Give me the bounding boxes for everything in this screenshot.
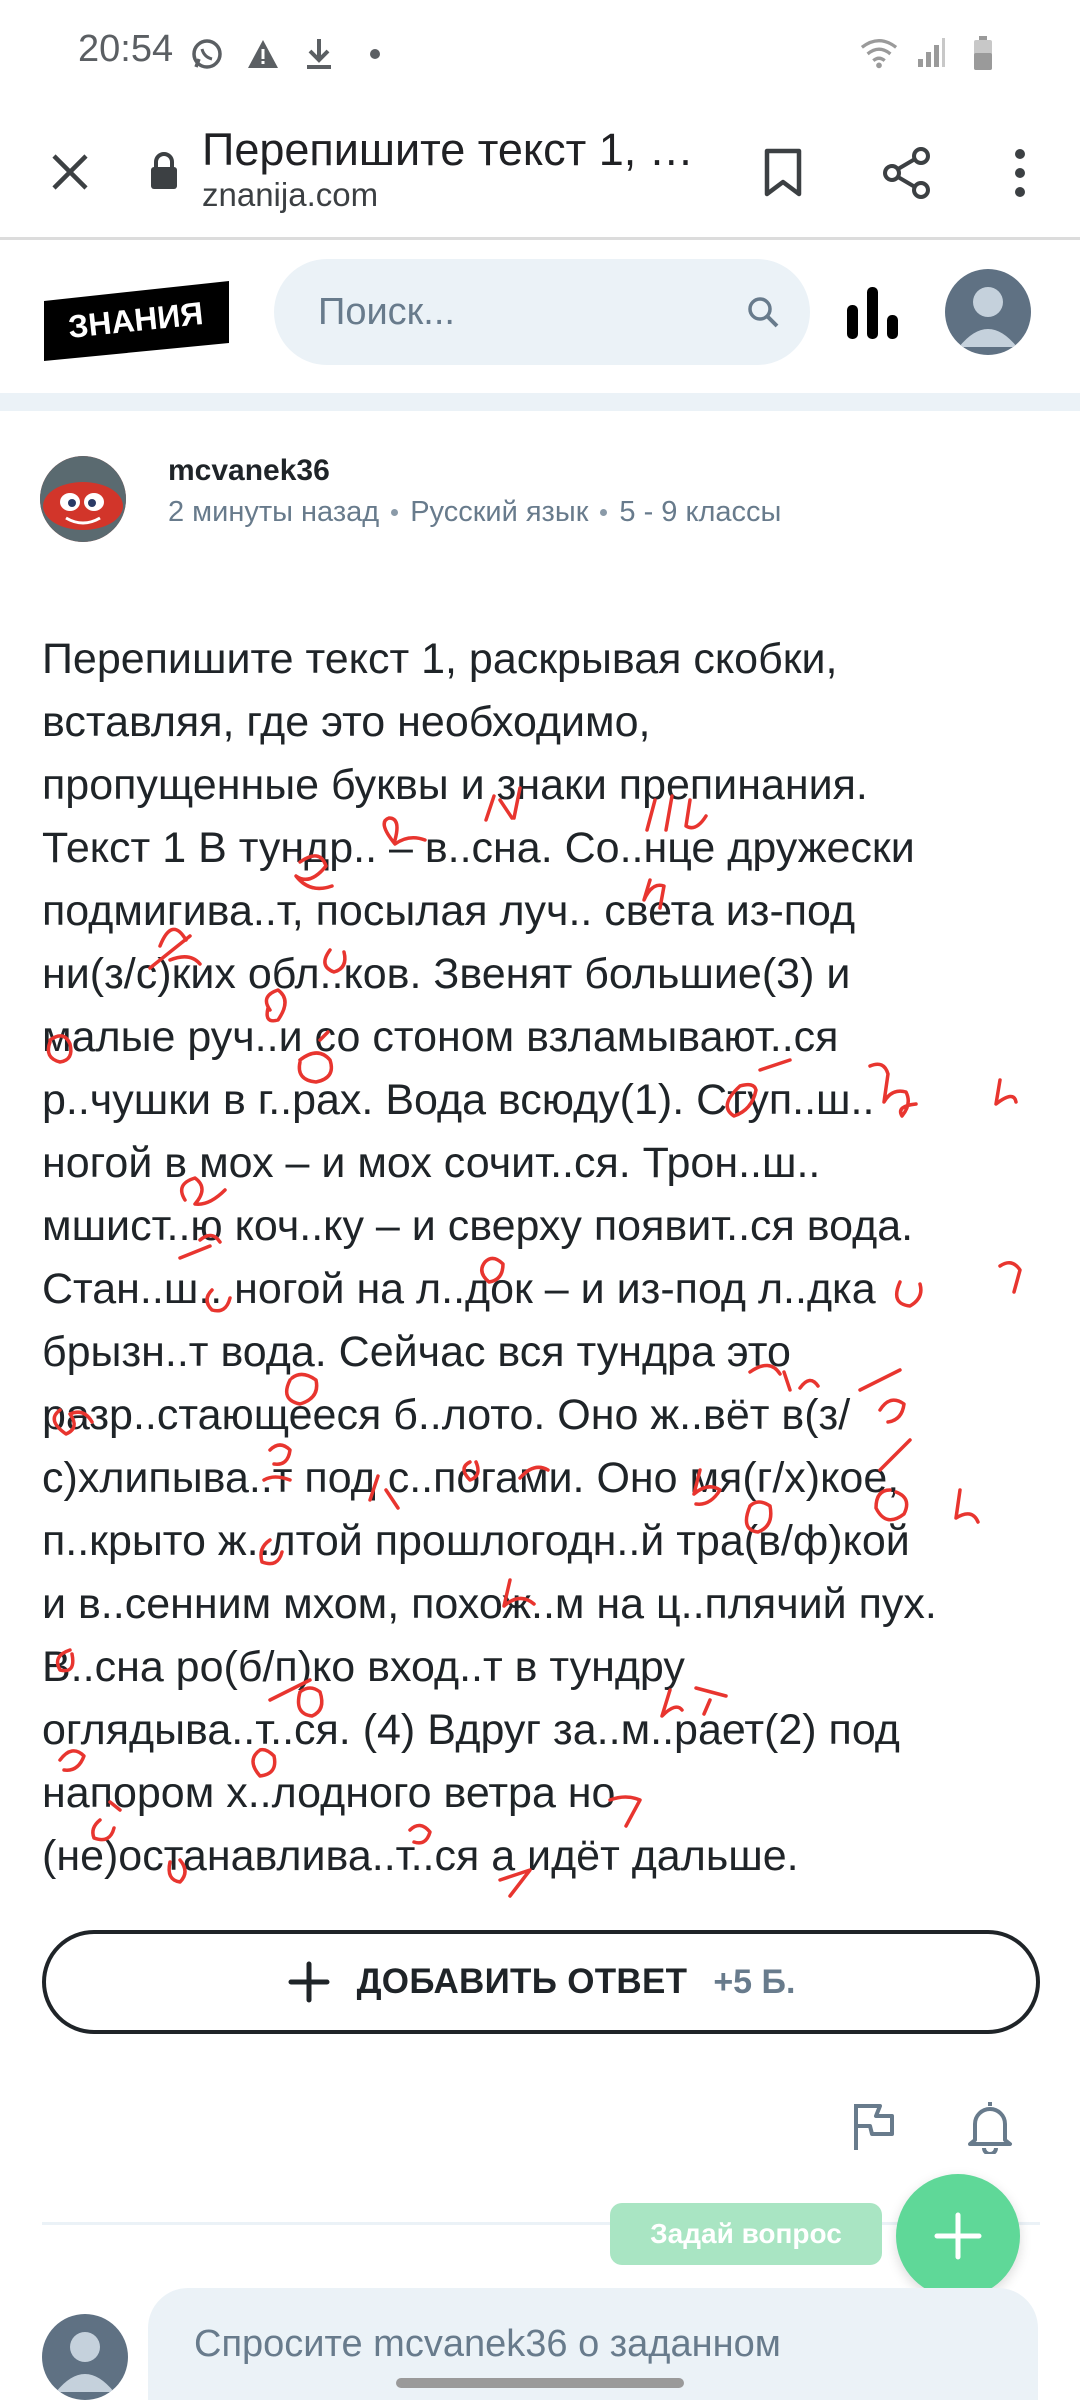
author-avatar-image [40,456,126,542]
page-domain[interactable]: znanija.com [202,176,379,213]
notification-icons [188,34,394,74]
status-bar [0,0,1080,108]
question-line: В..сна ро(б/п)ко вход..т в тундру [42,1643,685,1691]
share-icon [881,146,933,200]
stats-icon[interactable] [845,281,901,341]
bookmark-icon [763,148,803,198]
logo-text: ЗНАНИЯ [66,295,205,345]
ask-question-tooltip[interactable]: Задай вопрос [610,2203,882,2265]
more-vert-icon [1013,148,1027,198]
meta-separator [600,509,607,516]
warning-icon [244,35,282,73]
status-time: 20:54 [78,28,174,70]
question-line: вставляя, где это необходимо, [42,698,651,746]
page-title[interactable]: Перепишите текст 1, … [202,124,694,175]
question-line: Стан..ш.. ногой на л..док – и из-под л..дка [42,1265,876,1313]
lock-icon [148,150,180,190]
close-icon [50,152,90,192]
signal-icon [912,34,950,72]
question-grade: 5 - 9 классы [619,496,782,528]
ask-question-fab[interactable] [896,2174,1020,2298]
question-line: оглядыва..т..ся. (4) Вдруг за..м..рает(2) под [42,1706,900,1754]
whatsapp-icon [188,35,226,73]
commenter-avatar [42,2314,128,2400]
question-line: пропущенные буквы и знаки препинания. [42,761,868,809]
user-avatar-button[interactable] [945,269,1031,355]
wifi-icon [860,34,898,72]
question-line: брызн..т вода. Сейчас вся тундра это [42,1328,791,1376]
question-line: напором х..лодного ветра но [42,1769,616,1817]
more-options-button[interactable] [985,138,1055,208]
question-subject[interactable]: Русский язык [410,496,589,528]
question-line: мшист..ю коч..ку – и сверху появит..ся вода. [42,1202,914,1250]
author-avatar[interactable] [40,456,126,542]
question-time: 2 минуты назад [168,496,380,528]
question-line: Перепишите текст 1, раскрывая скобки, [42,635,838,683]
question-line: разр..стающееся б..лото. Оно ж..вёт в(з/ [42,1391,851,1439]
system-icons [860,34,1002,72]
add-answer-label: ДОБАВИТЬ ОТВЕТ [356,1962,688,2001]
question-line: с)хлипыва..т под с..погами. Оно мя(г/х)кое, [42,1454,900,1502]
share-button[interactable] [872,138,942,208]
avatar-icon [42,2314,128,2400]
download-icon [300,35,338,73]
question-meta [168,496,781,529]
dot-icon [356,35,394,73]
question-line: р..чушки в г..рах. Вода всюду(1). Ступ..ш.. [42,1076,875,1124]
battery-icon [964,34,1002,72]
flag-icon[interactable] [850,2100,898,2152]
header-divider [0,393,1080,411]
bell-icon[interactable] [965,2098,1015,2154]
question-line: подмигива..т, посылая луч.. света из-под [42,887,856,935]
close-tab-button[interactable] [38,140,102,204]
question-line: и в..сенним мхом, похож..м на ц..плячий пух. [42,1580,937,1628]
comment-input[interactable] [194,2316,1014,2372]
question-text [42,628,1052,1888]
browser-toolbar [0,108,1080,240]
search-icon[interactable] [746,295,780,329]
search-input[interactable] [318,259,718,365]
add-answer-button[interactable] [42,1930,1040,2034]
znanija-logo[interactable] [44,281,229,361]
gesture-navigation-bar[interactable] [396,2378,684,2388]
avatar-icon [945,269,1031,355]
question-line: ногой в мох – и мох сочит..ся. Трон..ш.. [42,1139,821,1187]
question-line: малые руч..и со стоном взламывают..ся [42,1013,839,1061]
plus-icon [933,2211,983,2261]
add-answer-points: +5 Б. [713,1962,796,2001]
bookmark-button[interactable] [748,138,818,208]
question-line: п..крыто ж..лтой прошлогодн..й тра(в/ф)кой [42,1517,910,1565]
section-divider [42,2222,1040,2225]
question-line: ни(з/с)ких обл..ков. Звенят большие(3) и [42,950,851,998]
question-line: (не)останавлива..т..ся а идёт дальше. [42,1832,799,1880]
author-name[interactable]: mcvanek36 [168,454,330,487]
plus-icon [287,1960,331,2004]
meta-separator [391,509,398,516]
site-header [0,243,1080,393]
question-line: Текст 1 В тундр.. – в..сна. Со..нце дружески [42,824,915,872]
search-bar[interactable] [274,259,810,365]
